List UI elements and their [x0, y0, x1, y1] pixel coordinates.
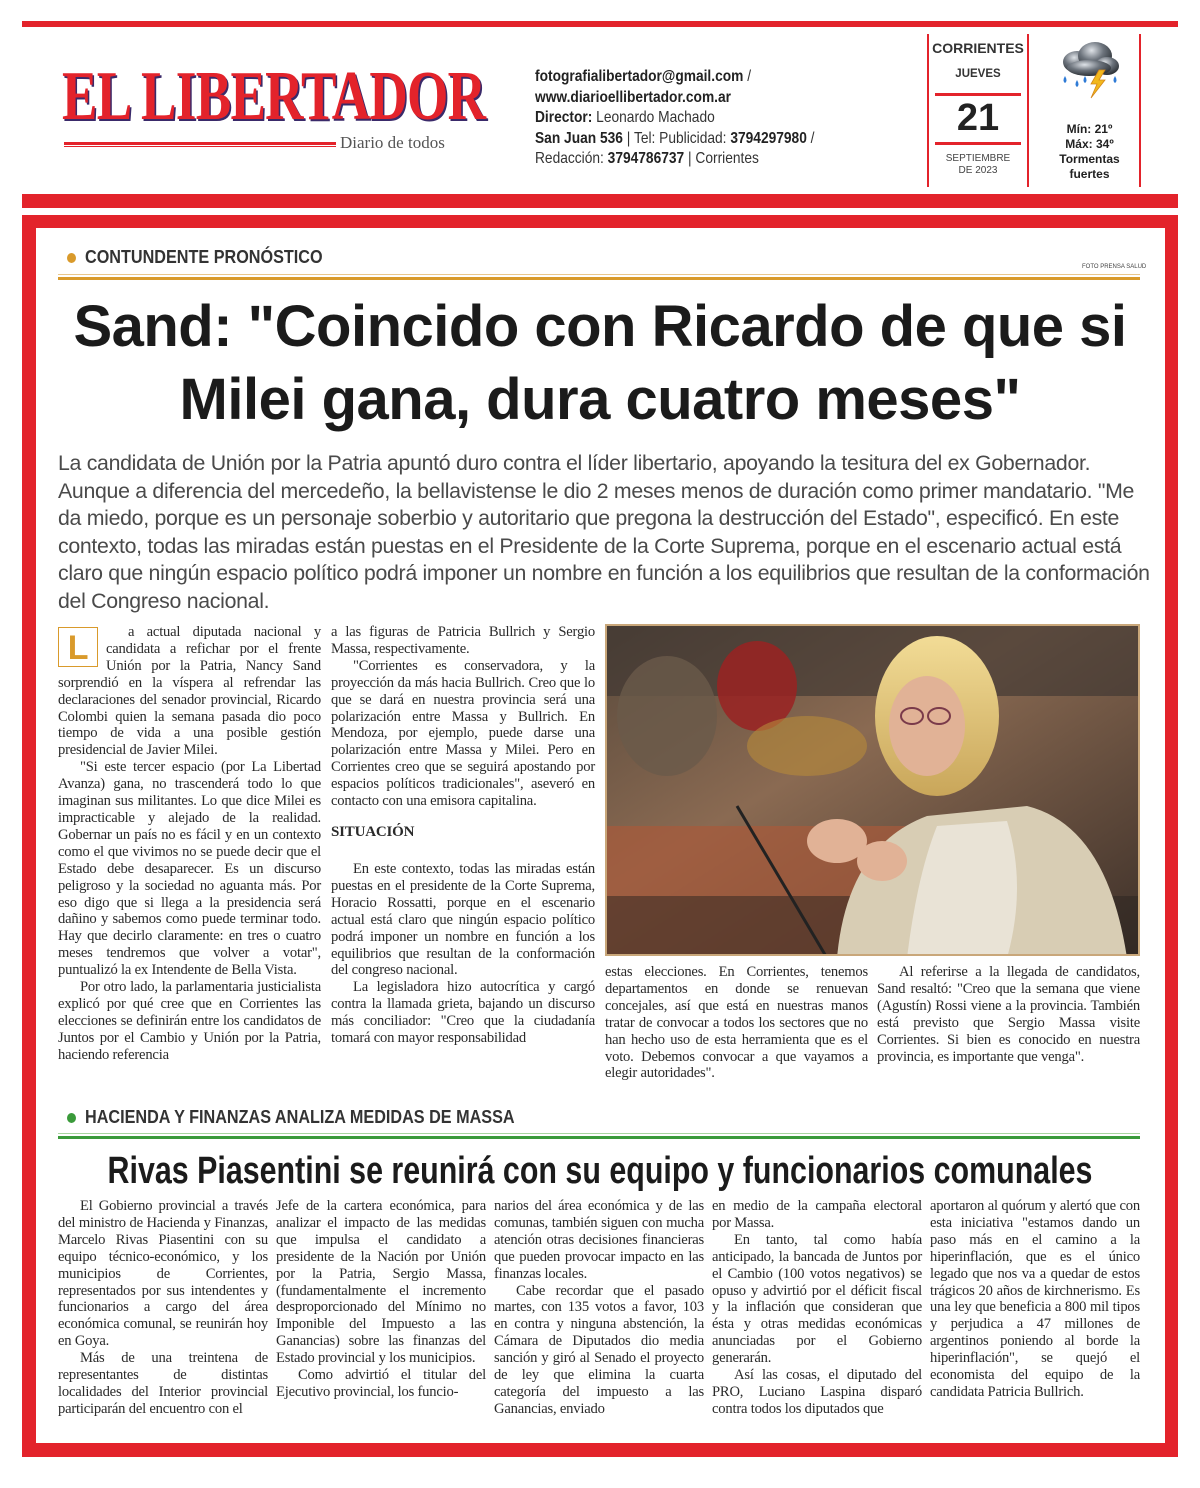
logo-rule: [64, 142, 336, 147]
weather-max: Máx: 34º: [1065, 137, 1114, 151]
paragraph-text: aportaron al quórum y alertó que con esta iniciativa "estamos dando un paso más en el camino a la hiperinflación, que es el único legado que nos va a quedar de estos trágicos 20 años de kirchnerismo. Es una ley que beneficia a 800 mil tipos y perjudica a 47 millones de argentinos poniendo al borde la hiperinflación", se quejó el economista del equipo de la candidata Patricia Bullrich.: [930, 1198, 1140, 1400]
paragraph-text: "Corrientes es conservadora, y la proyección da más hacia Bullrich. Creo que lo que se dará en nuestra provincia será una polarización entre Massa y Bullrich. En Mendoza, por ejemplo, puede darse una polarización entre Massa y Milei. Pero en Corrientes creo que se seguirá apostando por espacios políticos tradicionales", aseveró en contacto con una emisora capitalina.: [331, 657, 595, 810]
article-photo[interactable]: [605, 624, 1140, 956]
second-article-column-2: [276, 1198, 486, 1401]
contact-website[interactable]: www.diarioellibertador.com.ar: [535, 88, 732, 106]
storm-cloud-icon: [1055, 40, 1125, 102]
subheading: SITUACIÓN: [331, 823, 415, 840]
article-paragraph: [276, 1198, 486, 1367]
paragraph-text: estas elecciones. En Corrientes, tenemos departamentos en donde se renuevan concejales, así que está en nuestras manos tratar de convocar a todos los sectores que no han hecho uso de esta herramienta que es el voto. Debemos convocar a que vayamos a elegir autoridades".: [605, 964, 868, 1082]
article-paragraph: [930, 1198, 1140, 1401]
paragraph-text: Como advirtió el titular del Ejecutivo provincial, los funcio-: [276, 1367, 486, 1400]
article-paragraph: [58, 759, 321, 979]
date-month: SEPTIEMBRE: [945, 153, 1011, 164]
second-article-column-1: [58, 1198, 268, 1418]
top-rule: [22, 21, 1178, 27]
main-kicker: [67, 246, 323, 268]
article-paragraph: [276, 1367, 486, 1401]
second-kicker: [67, 1106, 515, 1128]
weather-box: [1040, 34, 1141, 187]
logo-name: EL LIBERTADOR: [62, 58, 486, 135]
main-article-column-4: [877, 964, 1140, 1065]
address: San Juan 536: [535, 129, 623, 147]
article-paragraph: [58, 979, 321, 1064]
drop-cap: L: [58, 627, 98, 667]
paragraph-text: Cabe recordar que el pasado martes, con 135 votos a favor, 103 en contra y ninguna abstención, la Cámara de Diputados dio media sanción y giró al Senado el proyecto de ley que elimina la cuarta categoría del impuesto a las Ganancias, enviado: [494, 1282, 704, 1417]
photo-nancy-sand: [607, 626, 1140, 956]
date-weekday: JUEVES: [955, 68, 1001, 80]
photo-credit: FOTO PRENSA SALUD: [1082, 264, 1147, 270]
tel-label: Tel: Publicidad:: [633, 129, 727, 147]
second-headline[interactable]: Rivas Piasentini se reunirá con su equipo y funcionarios comunales: [107, 1150, 1093, 1192]
contact-info: fotografialibertador@gmail.com / www.diarioellibertador.com.ar Director: Leonardo Machado San Juan 536 | Tel: Publicidad: 3794297980 / Redacción: 3794786737 | Corrientes: [535, 68, 815, 167]
article-paragraph: [712, 1367, 922, 1418]
article-paragraph: [331, 979, 595, 1047]
article-paragraph: [331, 658, 595, 810]
paragraph-text: Así las cosas, el diputado del PRO, Luciano Laspina disparó contra todos los diputados que: [712, 1367, 922, 1417]
second-article-column-3: [494, 1198, 704, 1418]
paragraph-text: Al referirse a la llegada de candidatos, Sand resaltó: "Creo que la semana que viene (Agustín) Rossi viene a la provincia. También está previsto que Sergio Massa visite Corrientes. Si bien es conocido en nuestra provincia, es importante que venga".: [877, 964, 1140, 1065]
newspaper-logo[interactable]: [62, 58, 486, 154]
article-paragraph: [712, 1232, 922, 1367]
contact-email[interactable]: fotografialibertador@gmail.com: [535, 68, 744, 85]
paragraph-text: Más de una treintena de representantes de distintas localidades del Interior provincial participarán del encuentro con el: [58, 1350, 268, 1417]
article-paragraph: [58, 1198, 268, 1350]
logo-tagline: Diario de todos: [340, 133, 445, 152]
paragraph-text: El Gobierno provincial a través del ministro de Hacienda y Finanzas, Marcelo Rivas Piasentini con su equipo técnico-económico, y los municipios de Corrientes, representados por sus intendentes y funcionarios a cargo del área económica comunal, se reunirán hoy en Goya.: [58, 1198, 268, 1350]
paragraph-text: a actual diputada nacional y candidata a refichar por el frente Unión por la Patria, Nancy Sand sorprendió en la víspera al refrendar las declaraciones del senador provincial, Ricardo Colombi quien la semana pasada dio poco tiempo de vida a una posible gestión presidencial de Javier Milei.: [58, 624, 321, 759]
paragraph-text: "Si este tercer espacio (por La Libertad Avanza) gana, no trascenderá todo lo que imaginan sus militantes. Lo que dice Milei es impracticable y alejado de la realidad. Gobernar un país no es fácil y en un contexto como el que vivimos no se puede decir que el Estado debe desaparecer. Es un discurso peligroso y la sociedad no aguanta más. Por eso digo que si llega a la presidencia será dañino y sabemos como puede terminar todo. Hay que decirlo claramente: en tres o cuatro meses tendremos que volver a votar", puntualizó la ex Intendente de Bella Vista.: [58, 759, 321, 979]
article-paragraph: [877, 964, 1140, 1065]
date-day: 21: [956, 97, 1000, 139]
date-city: CORRIENTES: [932, 40, 1024, 56]
weather-condition: Tormentas fuertes: [1059, 152, 1120, 181]
paragraph-text: En este contexto, todas las miradas están puestas en el presidente de la Corte Suprema, Horacio Rossatti, porque en el escenario actual está claro que ningún espacio político podrá imponer un nombre en función a los equilibrios que resultan de la conformación del congreso nacional.: [331, 860, 595, 979]
main-kicker-text: CONTUNDENTE PRONÓSTICO: [85, 247, 323, 267]
kicker-dot-icon: [67, 1113, 76, 1123]
redaccion-label: Redacción:: [535, 150, 604, 167]
second-kicker-text: HACIENDA Y FINANZAS ANALIZA MEDIDAS DE MASSA: [85, 1107, 515, 1127]
kicker-rule: [58, 274, 1140, 280]
paragraph-text: Por otro lado, la parlamentaria justicialista explicó por qué cree que en Corrientes las elecciones se definirán entre los candidatos de Juntos por el Cambio y Unión por la Patria, haciendo referencia: [58, 979, 321, 1063]
main-article-column-2: [331, 624, 595, 1047]
masthead-red-bar: [22, 194, 1178, 208]
paragraph-text: a las figuras de Patricia Bullrich y Sergio Massa, respectivamente.: [331, 624, 595, 657]
tel-redaccion: 3794786737: [607, 150, 685, 167]
second-article-column-4: [712, 1198, 922, 1418]
contact-city: Corrientes: [695, 150, 759, 167]
paragraph-text: La legisladora hizo autocrítica y cargó contra la llamada grieta, bajando un discurso más conciliador: "Creo que la ciudadanía tomará con mayor responsabilidad: [331, 979, 595, 1047]
paragraph-text: narios del área económica y de las comunas, también siguen con mucha atención otras decisiones financieras que pueden provocar impacto en las finanzas locales.: [494, 1198, 704, 1282]
article-paragraph: [494, 1198, 704, 1283]
director-label: Director:: [535, 109, 593, 126]
article-paragraph: [712, 1198, 922, 1232]
kicker-dot-icon: [67, 253, 76, 263]
article-paragraph: [605, 964, 868, 1082]
date-year: DE 2023: [958, 165, 998, 176]
director-name: Leonardo Machado: [596, 109, 715, 126]
article-paragraph: [58, 1350, 268, 1418]
weather-min: Mín: 21º: [1066, 122, 1113, 136]
paragraph-text: Jefe de la cartera económica, para analizar el impacto de las medidas que impulsa el candidato a presidente de la Nación por Unión por la Patria, Sergio Massa, (fundamentalmente el incremento desproporcionado del Mínimo no Imponible del Impuesto a las Ganancias) sobre las finanzas del Estado provincial y los municipios.: [276, 1198, 486, 1367]
tel-publicidad: 3794297980: [730, 129, 807, 147]
paragraph-text: En tanto, tal como había anticipado, la bancada de Juntos por el Cambio (100 votos negativos) se opuso y advirtió por el déficit fiscal y la inflación que consideran que ésta y otras medidas económicas anunciadas por el Gobierno generarán.: [712, 1231, 922, 1367]
main-headline[interactable]: Sand: "Coincido con Ricardo de que si Milei gana, dura cuatro meses": [73, 294, 1127, 432]
second-headline-wrap: [40, 1148, 1160, 1194]
article-paragraph: [58, 624, 321, 759]
article-paragraph: [331, 624, 595, 658]
paragraph-text: en medio de la campaña electoral por Massa.: [712, 1198, 922, 1231]
second-article-column-5: [930, 1198, 1140, 1401]
date-divider: [935, 142, 1021, 145]
main-deck: La candidata de Unión por la Patria apuntó duro contra el líder libertario, apoyando la tesitura del ex Gobernador. Aunque a diferencia del mercedeño, la bellavistense le dio 2 meses menos de duración como primer mandatario. "Me da miedo, porque es un personaje soberbio y autoritario que pregona la destrucción del Estado", especificó. En este contexto, todas las miradas están puestas en el Presidente de la Corte Suprema, porque en el escenario actual está claro que ningún espacio político podrá imponer un nombre en función a los equilibrios que resultan de la conformación del Congreso nacional.: [58, 451, 1150, 613]
kicker-rule: [58, 1133, 1140, 1139]
main-article-column-1: [58, 624, 321, 1064]
article-paragraph: [494, 1283, 704, 1418]
article-paragraph: [331, 861, 595, 979]
date-box: [927, 34, 1029, 187]
main-article-column-3: [605, 964, 868, 1082]
